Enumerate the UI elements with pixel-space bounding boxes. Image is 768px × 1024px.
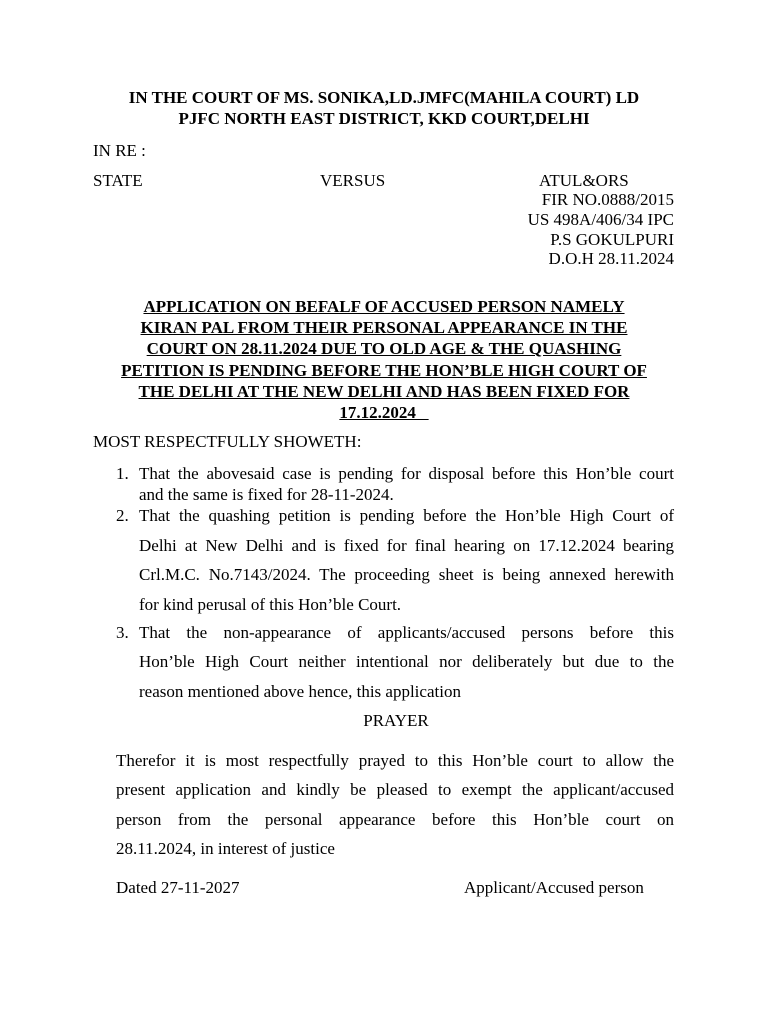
dated-label: Dated 27-11-2027	[116, 878, 240, 897]
showeth-heading: MOST RESPECTFULLY SHOWETH:	[93, 432, 362, 451]
list-item-number: 1.	[116, 464, 129, 483]
in-re-label: IN RE :	[93, 141, 146, 160]
court-title-line-1: IN THE COURT OF MS. SONIKA,LD.JMFC(MAHILA COURT) LD	[128, 88, 640, 107]
list-item-line: Delhi at New Delhi and is fixed for final hearing on 17.12.2024 bearing	[139, 536, 674, 555]
prayer-line: person from the personal appearance before this Hon’ble court on	[116, 810, 674, 829]
list-item-line: That the abovesaid case is pending for disposal before this Hon’ble court	[139, 464, 674, 483]
party-state: STATE	[93, 171, 143, 190]
list-item-line: Crl.M.C. No.7143/2024. The proceeding sheet is being annexed herewith	[139, 565, 674, 584]
application-heading-line: COURT ON 28.11.2024 DUE TO OLD AGE & THE QUASHING	[146, 339, 622, 359]
list-item-number: 3.	[116, 623, 129, 642]
list-item-line: and the same is fixed for 28-11-2024.	[139, 485, 394, 504]
application-heading-line: 17.12.2024	[339, 403, 429, 423]
application-heading-line: THE DELHI AT THE NEW DELHI AND HAS BEEN FIXED FOR	[138, 381, 630, 401]
court-title-line-2: PJFC NORTH EAST DISTRICT, KKD COURT,DELHI	[178, 109, 590, 128]
prayer-line: present application and kindly be pleased to exempt the applicant/accused	[116, 780, 674, 799]
party-accused: ATUL&ORS	[539, 171, 629, 190]
application-heading-line: APPLICATION ON BEFALF OF ACCUSED PERSON NAMELY	[143, 297, 625, 316]
versus-label: VERSUS	[320, 171, 386, 190]
list-item-line: That the non-appearance of applicants/accused persons before this	[139, 623, 674, 642]
application-heading-line: PETITION IS PENDING BEFORE THE HON’BLE HIGH COURT OF	[121, 360, 647, 380]
date-of-hearing: D.O.H 28.11.2024	[548, 249, 674, 268]
signatory-label: Applicant/Accused person	[464, 878, 644, 897]
list-item-number: 2.	[116, 506, 129, 525]
prayer-title: PRAYER	[363, 711, 429, 730]
application-heading-line: KIRAN PAL FROM THEIR PERSONAL APPEARANCE IN THE	[140, 318, 628, 338]
prayer-line: Therefor it is most respectfully prayed to this Hon’ble court to allow the	[116, 751, 674, 770]
ipc-sections: US 498A/406/34 IPC	[527, 210, 674, 229]
list-item-line: reason mentioned above hence, this application	[139, 682, 461, 701]
application-heading	[93, 296, 675, 423]
prayer-line: 28.11.2024, in interest of justice	[116, 839, 335, 858]
police-station: P.S GOKULPURI	[550, 230, 674, 249]
list-item-line: for kind perusal of this Hon’ble Court.	[139, 595, 402, 614]
fir-number: FIR NO.0888/2015	[541, 190, 674, 209]
list-item-line: Hon’ble High Court neither intentional nor deliberately but due to the	[139, 652, 674, 671]
list-item-line: That the quashing petition is pending before the Hon’ble High Court of	[139, 506, 674, 525]
